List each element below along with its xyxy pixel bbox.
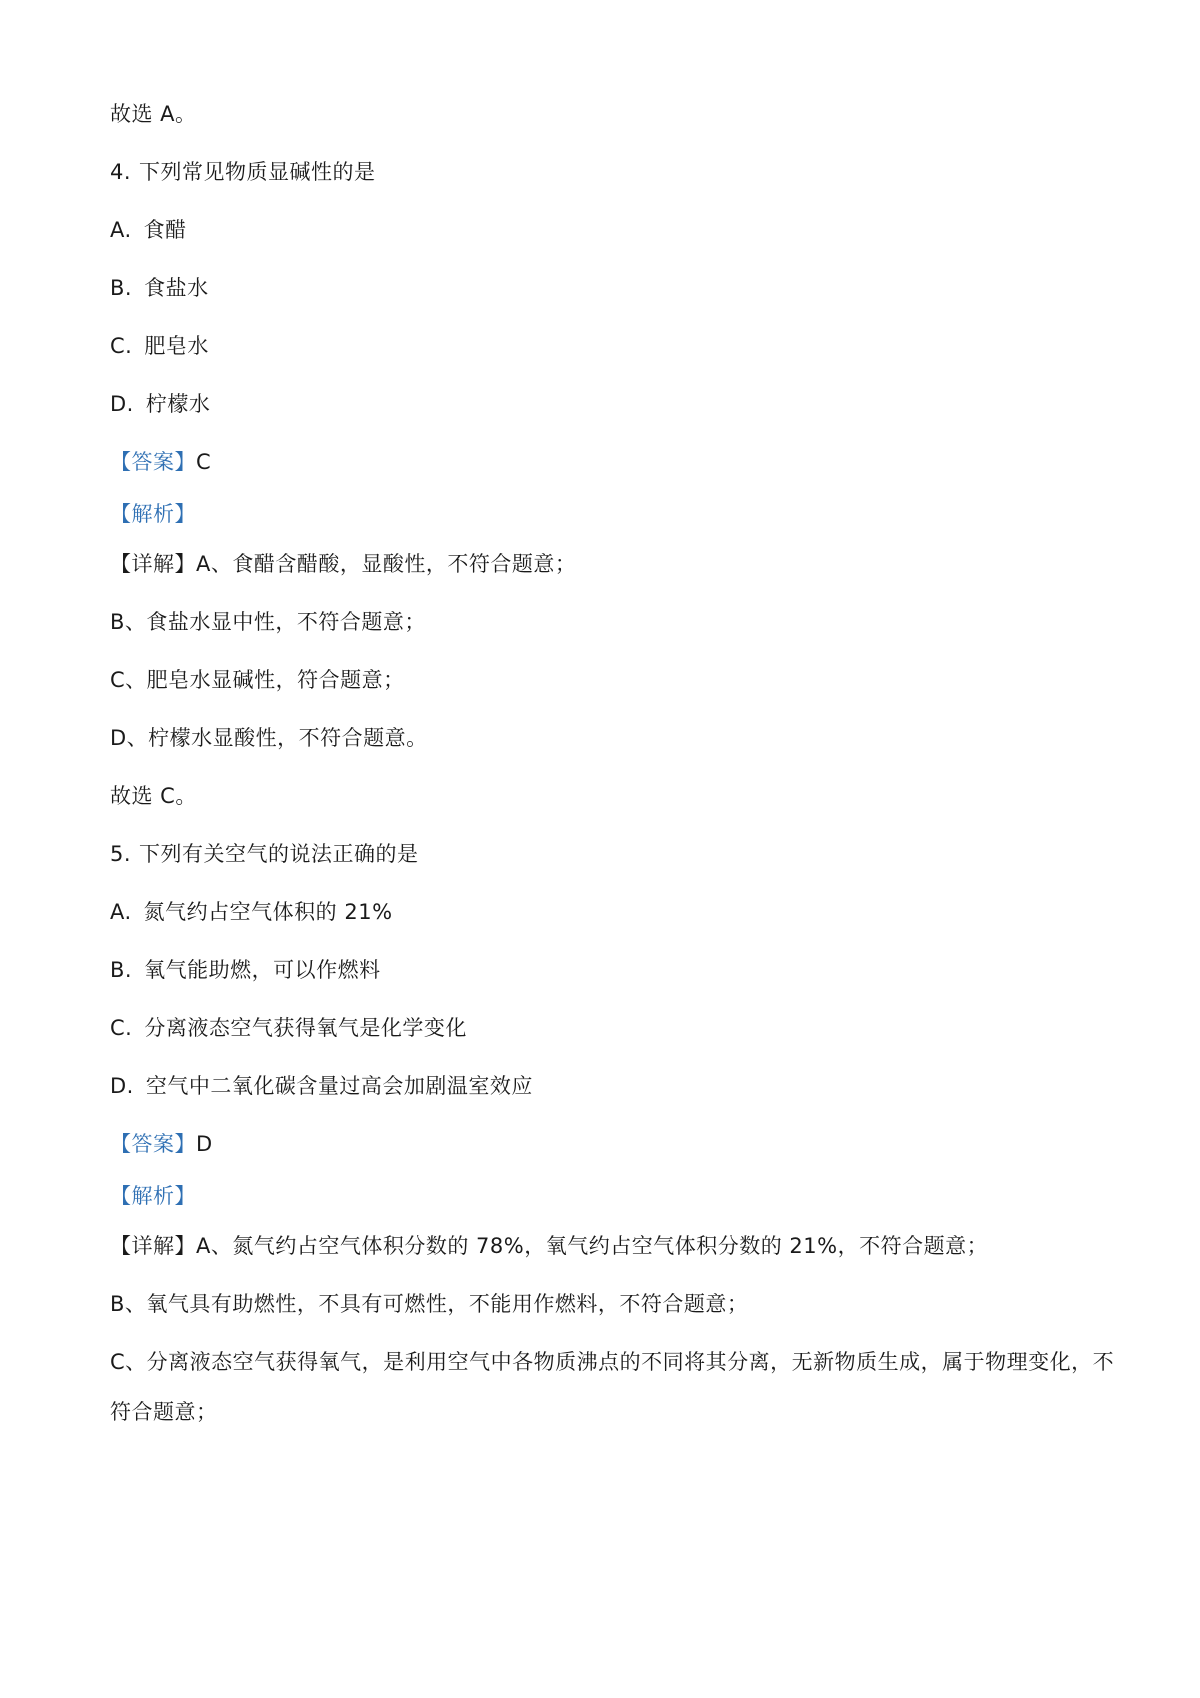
question-number: 4.	[110, 160, 132, 184]
q5-analysis	[110, 1182, 196, 1210]
q4-choose	[110, 782, 197, 810]
option-text: 柠檬水	[145, 392, 211, 416]
detail-label: 【详解】	[110, 1234, 196, 1258]
q5-detail-3b	[110, 1398, 218, 1426]
detail-text: C、肥皂水显碱性，符合题意；	[110, 668, 405, 692]
option-text: 食盐水	[144, 276, 209, 300]
choose-text: 故选 C。	[110, 784, 197, 808]
option-text: 氮气约占空气体积的 21%	[143, 900, 393, 924]
answer-label: 【答案】	[110, 1132, 196, 1156]
q5-detail-2	[110, 1290, 748, 1318]
detail-text: A、食醋含醋酸，显酸性，不符合题意；	[196, 552, 577, 576]
q4-detail-1	[110, 550, 576, 578]
option-letter: B.	[110, 276, 133, 300]
q4-detail-3	[110, 666, 405, 694]
q4-detail-4	[110, 724, 428, 752]
option-letter: B.	[110, 958, 133, 982]
question-5-stem	[110, 840, 419, 868]
detail-text: 符合题意；	[110, 1400, 218, 1424]
choose-a-line	[110, 100, 197, 128]
question-text: 下列有关空气的说法正确的是	[139, 842, 419, 866]
q5-option-c	[110, 1014, 467, 1042]
option-letter: D.	[110, 392, 134, 416]
question-text: 下列常见物质显碱性的是	[139, 160, 376, 184]
option-text: 氧气能助燃，可以作燃料	[144, 958, 381, 982]
option-text: 空气中二氧化碳含量过高会加剧温室效应	[145, 1074, 533, 1098]
option-letter: C.	[110, 334, 133, 358]
q5-detail-1	[110, 1232, 988, 1260]
option-text: 肥皂水	[144, 334, 209, 358]
detail-text: B、氧气具有助燃性，不具有可燃性，不能用作燃料，不符合题意；	[110, 1292, 749, 1316]
q4-option-a	[110, 216, 187, 244]
analysis-label: 【解析】	[110, 1184, 196, 1208]
q4-option-c	[110, 332, 209, 360]
option-letter: D.	[110, 1074, 134, 1098]
q4-answer	[110, 448, 211, 476]
q4-option-b	[110, 274, 209, 302]
q4-analysis	[110, 500, 196, 528]
detail-label: 【详解】	[110, 552, 196, 576]
option-letter: A.	[110, 218, 132, 242]
question-4-stem	[110, 158, 376, 186]
answer-value: D	[196, 1132, 213, 1156]
option-letter: C.	[110, 1016, 133, 1040]
analysis-label: 【解析】	[110, 502, 196, 526]
detail-text: C、分离液态空气获得氧气，是利用空气中各物质沸点的不同将其分离，无新物质生成，属于物理变化，不	[110, 1350, 1115, 1374]
q5-option-d	[110, 1072, 533, 1100]
q5-answer	[110, 1130, 213, 1158]
option-text: 分离液态空气获得氧气是化学变化	[144, 1016, 467, 1040]
question-number: 5.	[110, 842, 132, 866]
option-text: 食醋	[143, 218, 187, 242]
q4-detail-2	[110, 608, 426, 636]
q5-option-a	[110, 898, 393, 926]
answer-value: C	[196, 450, 212, 474]
choose-text: 故选 A。	[110, 102, 197, 126]
detail-text: B、食盐水显中性，不符合题意；	[110, 610, 426, 634]
q5-option-b	[110, 956, 381, 984]
option-letter: A.	[110, 900, 132, 924]
detail-text: A、氮气约占空气体积分数的 78%，氧气约占空气体积分数的 21%，不符合题意；	[196, 1234, 989, 1258]
detail-text: D、柠檬水显酸性，不符合题意。	[110, 726, 428, 750]
q5-detail-3a	[110, 1348, 1114, 1376]
answer-label: 【答案】	[110, 450, 196, 474]
q4-option-d	[110, 390, 210, 418]
